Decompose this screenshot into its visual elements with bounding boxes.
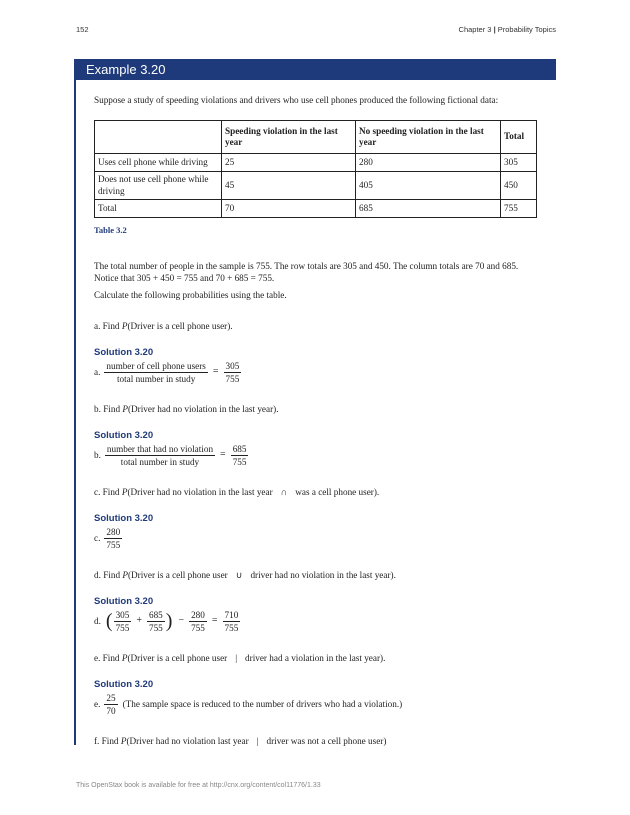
example-title-bar: Example 3.20 <box>74 59 556 80</box>
denominator: 755 <box>225 373 240 384</box>
page-number: 152 <box>76 25 89 34</box>
probability-symbol: P <box>121 321 128 331</box>
close-paren: ) <box>165 610 173 632</box>
denominator: 755 <box>232 456 247 467</box>
fraction <box>104 527 122 550</box>
table-header-row <box>95 121 537 154</box>
fraction <box>104 361 208 384</box>
numerator: number that had no violation <box>106 443 214 454</box>
header-separator: | <box>493 25 496 34</box>
minus-sign: − <box>178 615 185 626</box>
fraction <box>224 361 242 384</box>
table-cell: 450 <box>501 172 537 200</box>
solution-label: a. <box>94 367 101 377</box>
table-cell: 755 <box>501 200 537 218</box>
example-intro: Suppose a study of speeding violations and drivers who use cell phones produced the following fictional data: <box>94 95 499 105</box>
solution-heading-b: Solution 3.20 <box>94 430 154 441</box>
example-left-rule <box>74 80 76 745</box>
solution-heading-c: Solution 3.20 <box>94 513 154 524</box>
denominator: 755 <box>115 622 130 633</box>
probability-symbol: P <box>120 736 127 746</box>
question-d <box>94 569 537 581</box>
probability-symbol: P <box>121 487 128 497</box>
solution-b <box>94 443 537 467</box>
chapter-label: Chapter 3 <box>458 25 492 34</box>
table-cell: 405 <box>356 172 501 200</box>
intersection-symbol: ∩ <box>280 487 288 497</box>
table-cell: 45 <box>222 172 356 200</box>
question-text: driver was not a cell phone user) <box>266 736 387 746</box>
probability-symbol: P <box>122 404 128 414</box>
table-header-cell: Total <box>501 121 537 154</box>
question-e <box>94 652 537 664</box>
numerator: 305 <box>115 609 130 620</box>
solution-heading-d: Solution 3.20 <box>94 596 154 607</box>
question-text: (Driver is a cell phone user <box>127 570 228 580</box>
union-symbol: ∪ <box>235 570 243 580</box>
question-text: driver had no violation in the last year). <box>250 570 396 580</box>
question-c <box>94 486 537 498</box>
fraction <box>105 444 215 467</box>
contingency-table <box>94 120 537 218</box>
example-content <box>94 94 537 747</box>
solution-heading-e: Solution 3.20 <box>94 679 154 690</box>
given-symbol: | <box>256 736 259 746</box>
given-symbol: | <box>235 653 238 663</box>
question-text: (Driver had no violation last year <box>126 736 249 746</box>
fraction <box>104 693 117 716</box>
solution-note: (The sample space is reduced to the number of drivers who had a violation.) <box>122 699 403 709</box>
question-a <box>94 320 537 332</box>
numerator: 685 <box>148 609 163 620</box>
probability-symbol: P <box>122 570 128 580</box>
numerator: number of cell phone users <box>106 360 206 371</box>
question-prefix: b. Find <box>94 404 123 414</box>
question-prefix: f. Find <box>94 736 121 746</box>
question-text: (Driver is a cell phone user <box>127 653 228 663</box>
table-cell: Uses cell phone while driving <box>95 154 222 172</box>
solution-label: e. <box>94 699 101 709</box>
solution-heading-a: Solution 3.20 <box>94 347 154 358</box>
running-header <box>459 25 556 34</box>
plus-sign: + <box>136 615 142 626</box>
paragraph-instructions: Calculate the following probabilities using the table. <box>94 290 287 300</box>
table-cell: 280 <box>356 154 501 172</box>
table-cell: Does not use cell phone while driving <box>95 172 222 200</box>
table-cell: 685 <box>356 200 501 218</box>
equals-sign: = <box>220 449 226 460</box>
denominator: total number in study <box>120 456 200 467</box>
numerator: 305 <box>225 360 240 371</box>
question-f <box>94 735 537 747</box>
table-cell: 25 <box>222 154 356 172</box>
table-cell: 70 <box>222 200 356 218</box>
question-prefix: a. Find <box>94 321 122 331</box>
numerator: 685 <box>232 443 247 454</box>
denominator: total number in study <box>116 373 196 384</box>
solution-d <box>94 609 537 633</box>
solution-c <box>94 526 537 550</box>
table-header-cell: No speeding violation in the last year <box>356 121 501 154</box>
question-prefix: c. Find <box>94 487 122 497</box>
table-header-cell: Speeding violation in the last year <box>222 121 356 154</box>
fraction <box>114 610 132 633</box>
equals-sign: = <box>212 366 219 377</box>
solution-e <box>94 692 537 716</box>
question-text: driver had a violation in the last year). <box>245 653 386 663</box>
question-prefix: e. Find <box>94 653 122 663</box>
solution-a <box>94 360 537 384</box>
question-text: (Driver is a cell phone user). <box>127 321 233 331</box>
denominator: 70 <box>106 705 116 716</box>
table-cell: Total <box>95 200 222 218</box>
solution-label: d. <box>94 616 101 626</box>
fraction <box>147 610 165 633</box>
numerator: 280 <box>106 526 121 537</box>
equals-sign: = <box>211 615 218 626</box>
question-prefix: d. Find <box>94 570 123 580</box>
fraction <box>189 610 207 633</box>
open-paren: ( <box>105 610 113 632</box>
denominator: 755 <box>148 622 163 633</box>
table-header-cell <box>95 121 222 154</box>
solution-label: c. <box>94 533 101 543</box>
question-b <box>94 403 537 415</box>
fraction <box>223 610 241 633</box>
probability-symbol: P <box>121 653 128 663</box>
chapter-title: Probability Topics <box>497 25 556 34</box>
numerator: 710 <box>224 609 239 620</box>
page-footer: This OpenStax book is available for free at http://cnx.org/content/col11776/1.33 <box>76 782 321 789</box>
table-row <box>95 172 537 200</box>
table-row <box>95 200 537 218</box>
denominator: 755 <box>191 622 205 633</box>
numerator: 25 <box>106 692 116 703</box>
question-text: (Driver had no violation in the last year). <box>127 404 279 414</box>
table-row <box>95 154 537 172</box>
fraction <box>231 444 249 467</box>
question-text: was a cell phone user). <box>295 487 380 497</box>
solution-label: b. <box>94 450 101 460</box>
table-caption: Table 3.2 <box>94 225 127 235</box>
question-text: (Driver had no violation in the last year <box>127 487 273 497</box>
denominator: 755 <box>106 539 121 550</box>
denominator: 755 <box>224 622 239 633</box>
numerator: 280 <box>191 609 205 620</box>
paragraph-totals: The total number of people in the sample is 755. The row totals are 305 and 450. The column totals are 70 and 685. Notice that 305 + 450 = 755 and 70 + 685 = 755. <box>94 261 519 283</box>
table-cell: 305 <box>501 154 537 172</box>
